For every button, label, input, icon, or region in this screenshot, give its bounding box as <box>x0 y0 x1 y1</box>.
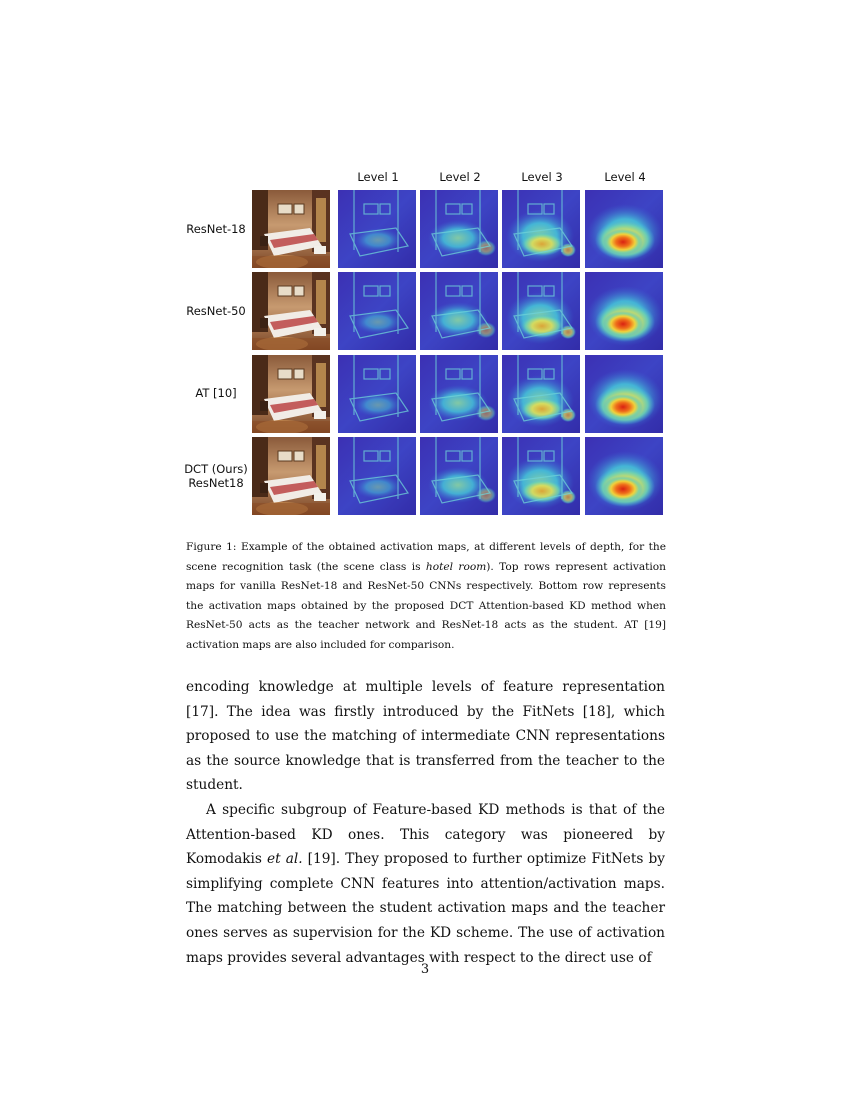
activation-map-row-3-level-2 <box>420 355 498 433</box>
scene-photo-row-4 <box>252 437 330 515</box>
figure-caption: Figure 1: Example of the obtained activation maps, at different levels of depth, for the scene recognition task (the scene class is hotel room). Top rows represent activation maps for vanilla ResNet-18 and ResNet-50 CNNs respectively. Bottom row represents the activation maps obtained by the proposed DCT Attention-based KD method when ResNet-50 acts as the teacher network and ResNet-18 acts as the student. AT [19] activation maps are also included for comparison. <box>186 541 666 651</box>
column-header-level-1: Level 1 <box>357 170 399 184</box>
activation-map-row-3-level-1 <box>338 355 416 433</box>
paragraph-1: encoding knowledge at multiple levels of feature representation [17]. The idea was firstly introduced by the FitNets [18], which proposed to use the matching of intermediate CNN representations as the source knowledge that is transferred from the teacher to the student. <box>186 679 665 794</box>
activation-map-row-1-level-2 <box>420 190 498 268</box>
page-number: 3 <box>420 962 430 977</box>
activation-map-row-4-level-2 <box>420 437 498 515</box>
activation-map-row-4-level-1 <box>338 437 416 515</box>
column-header-level-2: Level 2 <box>439 170 481 184</box>
activation-map-row-4-level-3 <box>502 437 580 515</box>
activation-map-row-2-level-1 <box>338 272 416 350</box>
activation-map-row-2-level-3 <box>502 272 580 350</box>
scene-photo-row-2 <box>252 272 330 350</box>
activation-maps-figure <box>0 0 850 530</box>
body-text <box>186 675 665 970</box>
activation-map-row-2-level-4 <box>585 272 663 350</box>
row-label-resnet50: ResNet-50 <box>186 304 246 318</box>
activation-map-row-1-level-3 <box>502 190 580 268</box>
paragraph-2: A specific subgroup of Feature-based KD methods is that of the Attention-based KD ones. This category was pioneered by Komodakis et al. [19]. They proposed to further optimize FitNets by simplifying complete CNN features into attention/activation maps. The matching between the student activation maps and the teacher ones serves as supervision for the KD scheme. The use of activation maps provides several advantages with respect to the direct use of <box>186 801 665 966</box>
column-header-level-4: Level 4 <box>604 170 646 184</box>
row-label-at: AT [10] <box>195 386 237 400</box>
row-label-resnet18: ResNet-18 <box>186 222 246 236</box>
activation-map-row-3-level-3 <box>502 355 580 433</box>
activation-map-row-2-level-2 <box>420 272 498 350</box>
scene-photo-row-3 <box>252 355 330 433</box>
scene-photo-row-1 <box>252 190 330 268</box>
activation-map-row-3-level-4 <box>585 355 663 433</box>
column-header-level-3: Level 3 <box>521 170 563 184</box>
activation-map-row-1-level-4 <box>585 190 663 268</box>
activation-map-row-1-level-1 <box>338 190 416 268</box>
row-label-dct-ours: DCT (Ours) ResNet18 <box>184 462 248 490</box>
activation-map-row-4-level-4 <box>585 437 663 515</box>
